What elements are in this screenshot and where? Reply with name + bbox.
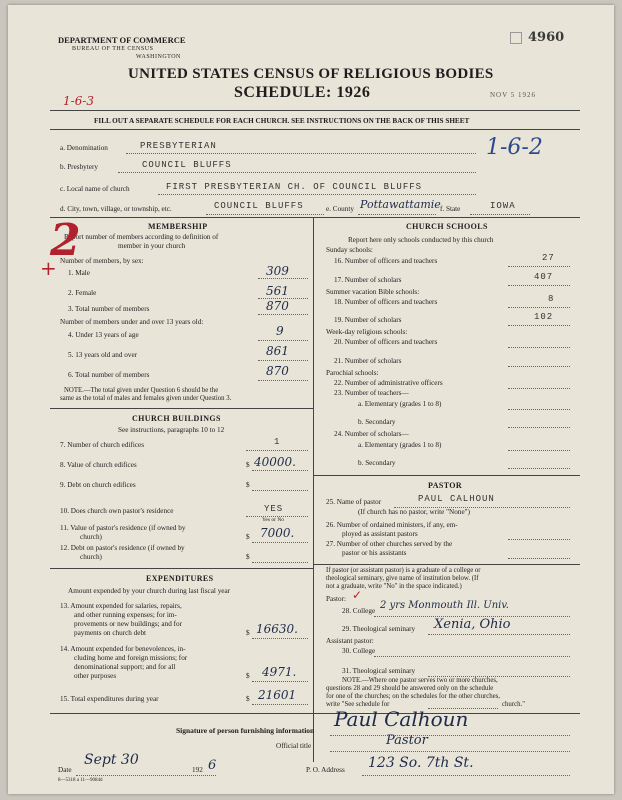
membership-intro-2: member in your church [118, 242, 186, 250]
q28-label: 28. College [342, 607, 376, 615]
county-label: e. County [326, 205, 354, 213]
q16-value: 27 [542, 253, 555, 263]
q20-label: 20. Number of officers and teachers [334, 338, 438, 346]
expenditures-title: EXPENDITURES [146, 574, 214, 583]
q14-label-3: denominational support; and for all [74, 663, 176, 671]
q6-total-value: 870 [266, 364, 289, 378]
buildings-title: CHURCH BUILDINGS [132, 414, 221, 423]
q29-seminary-value: Xenia, Ohio [434, 617, 511, 632]
weekday-label: Week-day religious schools: [326, 328, 408, 336]
instruction-line: FILL OUT A SEPARATE SCHEDULE FOR EACH CHURCH. SEE INSTRUCTIONS ON THE BACK OF THIS SHEET [94, 117, 470, 125]
summer-label: Summer vacation Bible schools: [326, 288, 420, 296]
q24-label: 24. Number of scholars— [334, 430, 409, 438]
q26-label-1: 26. Number of ordained ministers, if any, em- [326, 521, 458, 529]
q23a-label: a. Elementary (grades 1 to 8) [358, 400, 442, 408]
q5-label: 5. 13 years old and over [68, 351, 138, 359]
schools-intro: Report here only schools conducted by this church [348, 236, 494, 244]
q7-label: 7. Number of church edifices [60, 441, 145, 449]
denomination-label: a. Denomination [60, 144, 108, 152]
q8-label: 8. Value of church edifices [60, 461, 137, 469]
membership-title: MEMBERSHIP [148, 222, 208, 231]
buildings-sub: See instructions, paragraphs 10 to 12 [118, 426, 225, 434]
sunday-label: Sunday schools: [326, 246, 373, 254]
q22-label: 22. Number of administrative officers [334, 379, 443, 387]
q4-under13-value: 9 [276, 324, 284, 338]
address-label: P. O. Address [306, 766, 345, 774]
q7-edifices-value: 1 [274, 437, 281, 447]
membership-note-2: same as the total of males and females given under Question 3. [60, 395, 232, 402]
form-title: UNITED STATES CENSUS OF RELIGIOUS BODIES [128, 66, 494, 82]
red-check-mark: ✓ [352, 588, 363, 602]
stamp-box [510, 32, 522, 44]
washington-label: WASHINGTON [136, 54, 181, 60]
q27-label-1: 27. Number of other churches served by the [326, 540, 453, 548]
q11-residence-value: 7000. [260, 526, 295, 540]
q13-label-3: provements or new buildings; and for [74, 620, 182, 628]
college-note-3: not a graduate, write "No" in the space indicated.) [326, 583, 462, 590]
form-code: 8—5318 a 11—9084d [58, 778, 103, 783]
year-value: 6 [208, 758, 217, 773]
q18-label: 18. Number of officers and teachers [334, 298, 438, 306]
presbytery-value: COUNCIL BLUFFS [142, 160, 232, 170]
dollar-sign: $ [246, 553, 250, 561]
q5-over13-value: 861 [266, 344, 289, 358]
year-prefix: 192 [192, 766, 203, 774]
pastor-note-end: church." [502, 701, 525, 708]
q23b-label: b. Secondary [358, 418, 396, 426]
q31-label: 31. Theological seminary [342, 667, 416, 675]
pastor-note-3: for one of the churches; on the schedules for the other churches, [326, 693, 501, 700]
q28-college-value: 2 yrs Monmouth Ill. Univ. [380, 600, 509, 611]
q13-label-4: payments on church debt [74, 629, 147, 637]
city-label: d. City, town, village, or township, etc. [60, 205, 172, 213]
q19-label: 19. Number of scholars [334, 316, 402, 324]
q16-label: 16. Number of officers and teachers [334, 257, 438, 265]
dollar-sign: $ [246, 695, 250, 703]
membership-intro-1: Report number of members according to definition of [64, 233, 219, 241]
q25-pastor-name: PAUL CALHOUN [418, 494, 495, 504]
schedule-title: SCHEDULE: 1926 [234, 84, 371, 101]
date-value: Sept 30 [84, 752, 139, 768]
census-schedule-page [8, 5, 614, 794]
q23-label: 23. Number of teachers— [334, 389, 409, 397]
presbytery-label: b. Presbytery [60, 163, 98, 171]
pastor-note-4: write "See schedule for [326, 701, 390, 708]
q14-label-2: cluding home and foreign missions; for [74, 654, 188, 662]
members-by-sex-label: Number of members, by sex: [60, 257, 144, 265]
q17-value: 407 [534, 272, 554, 282]
department-label: DEPARTMENT OF COMMERCE [58, 35, 186, 45]
pastor-title: PASTOR [428, 481, 463, 490]
pastor-note-1: NOTE.—Where one pastor serves two or more churches, [342, 677, 498, 684]
date-label: Date [58, 766, 72, 774]
red-plus-mark: + [40, 256, 57, 280]
q17-label: 17. Number of scholars [334, 276, 402, 284]
denomination-value: PRESBYTERIAN [140, 141, 217, 151]
yes-no-hint: Yes or No [262, 517, 285, 523]
q21-label: 21. Number of scholars [334, 357, 402, 365]
top-left-code: 1-6-3 [63, 94, 95, 108]
official-title-value: Pastor [386, 733, 428, 748]
state-value: IOWA [490, 201, 516, 211]
q1-male-value: 309 [266, 264, 289, 278]
q29-label: 29. Theological seminary [342, 625, 416, 633]
local-name-value: FIRST PRESBYTERIAN CH. OF COUNCIL BLUFFS [166, 182, 423, 192]
received-date-stamp: NOV 5 1926 [490, 91, 537, 99]
signature-value: Paul Calhoun [334, 707, 469, 731]
stamp-number: 4960 [528, 30, 565, 45]
q9-label: 9. Debt on church edifices [60, 481, 136, 489]
q11-label-2: church) [80, 533, 102, 541]
official-title-label: Official title [276, 742, 312, 750]
q18-value: 8 [548, 294, 555, 304]
q15-label: 15. Total expenditures during year [60, 695, 159, 703]
q8-value-edifices: 40000. [254, 455, 296, 469]
q12-label-1: 12. Debt on pastor's residence (if owned by [60, 544, 185, 552]
q1-label: 1. Male [68, 269, 90, 277]
q10-label: 10. Does church own pastor's residence [60, 507, 174, 515]
parochial-label: Parochial schools: [326, 369, 379, 377]
pastor-note-2: questions 28 and 29 should be answered only on the schedule [326, 685, 494, 692]
signature-label: Signature of person furnishing information [176, 726, 315, 735]
schools-title: CHURCH SCHOOLS [406, 222, 488, 231]
q3-total-value: 870 [266, 299, 289, 313]
dollar-sign: $ [246, 533, 250, 541]
q2-label: 2. Female [68, 289, 97, 297]
bureau-label: BUREAU OF THE CENSUS [72, 46, 154, 52]
q13-label-1: 13. Amount expended for salaries, repairs, [60, 602, 182, 610]
q2-female-value: 561 [266, 284, 289, 298]
county-value: Pottawattamie [360, 198, 441, 211]
dollar-sign: $ [246, 461, 250, 469]
q14-benevolence-value: 4971. [262, 665, 297, 679]
pastor-sub-label: Pastor: [326, 595, 346, 603]
q14-label-4: other purposes [74, 672, 117, 680]
assistant-label: Assistant pastor: [326, 637, 374, 645]
q10-residence-value: YES [264, 504, 284, 514]
college-note-1: If pastor (or assistant pastor) is a graduate of a college or [326, 567, 481, 574]
dollar-sign: $ [246, 629, 250, 637]
college-note-2: theological seminary, give name of institution below. (If [326, 575, 479, 582]
q30-label: 30. College [342, 647, 376, 655]
membership-note-1: NOTE.—The total given under Question 6 should be the [64, 387, 219, 394]
q25-label: 25. Name of pastor [326, 498, 382, 506]
q4-label: 4. Under 13 years of age [68, 331, 139, 339]
q3-label: 3. Total number of members [68, 305, 150, 313]
top-right-code: 1-6-2 [486, 135, 543, 160]
dollar-sign: $ [246, 481, 250, 489]
dollar-sign: $ [246, 672, 250, 680]
q26-label-2: ployed as assistant pastors [342, 530, 418, 538]
under-over-label: Number of members under and over 13 years old: [60, 318, 204, 326]
state-label: f. State [440, 205, 461, 213]
expenditures-sub: Amount expended by your church during last fiscal year [68, 587, 231, 595]
local-name-label: c. Local name of church [60, 185, 130, 193]
q24a-label: a. Elementary (grades 1 to 8) [358, 441, 442, 449]
q14-label-1: 14. Amount expended for benevolences, in- [60, 645, 186, 653]
red-margin-mark: 2 [50, 215, 81, 266]
q11-label-1: 11. Value of pastor's residence (if owned by [60, 524, 186, 532]
q6-label: 6. Total number of members [68, 371, 150, 379]
address-value: 123 So. 7th St. [368, 755, 474, 771]
q12-label-2: church) [80, 553, 102, 561]
city-value: COUNCIL BLUFFS [214, 201, 304, 211]
q25-note: (If church has no pastor, write "None") [358, 508, 470, 516]
q19-value: 102 [534, 312, 554, 322]
q15-total-value: 21601 [258, 688, 297, 702]
q13-label-2: and other running expenses; for im- [74, 611, 177, 619]
q27-label-2: pastor or his assistants [342, 549, 407, 557]
q24b-label: b. Secondary [358, 459, 396, 467]
q13-running-value: 16630. [256, 622, 298, 636]
